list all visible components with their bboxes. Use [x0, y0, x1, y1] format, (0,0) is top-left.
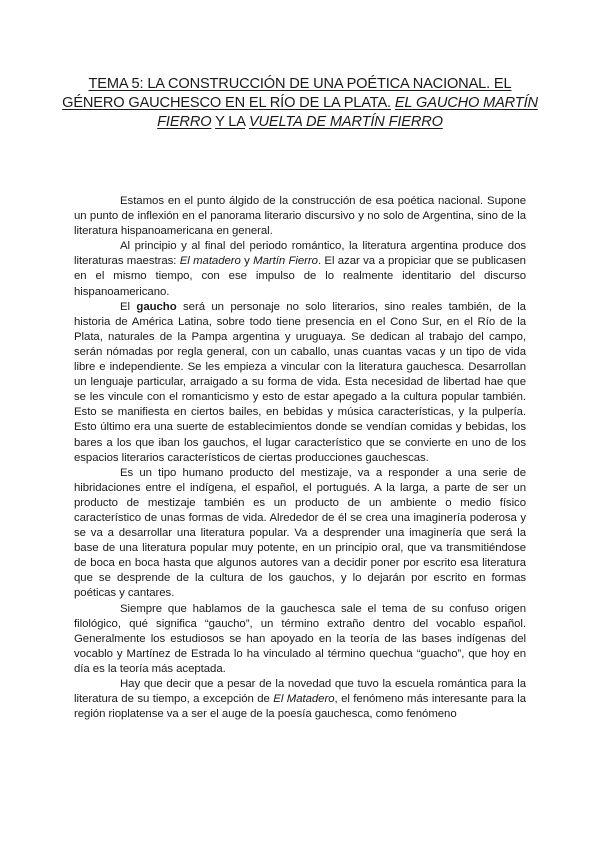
paragraph-2-text-b: . El azar va a propiciar que se publicasen en el mismo tiempo, con ese impulso de lo realmente identitario del discurso hispanoamericano. [74, 255, 526, 298]
title-connector: Y LA [215, 114, 246, 130]
paragraph-2 [74, 239, 526, 299]
paragraph-3-lead: El [120, 300, 131, 313]
paragraph-4: Es un tipo humano producto del mestizaje, va a responder a una serie de hibridaciones entre el indígena, el español, el portugués. A la larga, a parte de ser un producto de mestizaje también es un producto de un ambiente o medio físico característico de unas formas de vida. Alrededor de él se crea una imaginería poderosa y se va a desarrollar una literatura popular. Va a desprender una imaginería que será la base de una literatura popular muy potente, en un principio oral, que va transmitiéndose de boca en boca hasta que algunos autores van a decidir poner por escrito esa literatura que se desprende de la cultura de los gauchos, y lo dejarán por escrito en formas poéticas y cantares. [74, 466, 526, 600]
paragraph-3-text: será un personaje no solo literarios, sino reales también, de la historia de América Latina, sobre todo tiene presencia en el Cono Sur, en el Río de la Plata, naturales de la Pampa argentina y uruguaya. Se dedican al trabajo del campo, serán nómadas por regla general, con un caballo, unas cuantas vacas y un tipo de vida libre e independiente. Se les empieza a vincular con la literatura gauchesca. Desarrollan un lenguaje particular, arraigado a su forma de vida. Esta necesidad de libertad hae que se les vincule con el romanticismo y esto de estar apegado a la cultura popular también. Esto se manifiesta en ciertos bailes, en bebidas y música características, y la pulpería. Esto último era una suerte de establecimientos donde se vendían comidas y bebidas, los bares a los que iban los gauchos, el lugar característico que se convierte en uno de los espacios literarios característicos de ciertas producciones gauchescas. [74, 300, 526, 464]
work-title-el-matadero: El matadero [179, 255, 241, 268]
document-title [60, 75, 540, 132]
paragraph-6-text-b: , el fenómeno más interesante para la región rioplatense va a ser el auge de la poesía gauchesca, como fenómeno [74, 693, 526, 721]
paragraph-2-text-a: Al principio y al final del periodo romántico, la literatura argentina produce dos literaturas maestras: [74, 240, 526, 268]
title-italic-vuelta: VUELTA DE MARTÍN FIERRO [248, 114, 443, 130]
title-italic-gaucho: EL GAUCHO MARTÍN FIERRO [157, 95, 538, 130]
paragraph-6-text-a: Hay que decir que a pesar de la novedad que tuvo la escuela romántica para la literatura de su tiempo, a excepción de [74, 678, 526, 706]
paragraph-1: Estamos en el punto álgido de la construcción de esa poética nacional. Supone un punto de inflexión en el panorama literario discursivo y no solo de Argentina, sino de la literatura hispanoamericana en general. [74, 195, 526, 238]
paragraph-6 [74, 677, 526, 722]
paragraph-3 [74, 300, 526, 466]
title-main: TEMA 5: LA CONSTRUCCIÓN DE UNA POÉTICA NACIONAL. EL GÉNERO GAUCHESCO EN EL RÍO DE LA PLATA. [62, 76, 512, 111]
work-title-el-matadero-2: El Matadero [273, 693, 335, 706]
document-body [74, 194, 526, 722]
term-gaucho: gaucho [136, 300, 177, 313]
paragraph-5: Siempre que hablamos de la gauchesca sale el tema de su confuso origen filológico, qué significa “gaucho”, un término extraño dentro del vocablo español. Generalmente los estudiosos se han apoyado en la teoría de las bases indígenas del vocablo y Martínez de Estrada lo ha vinculado al término quechua “guacho”, que hoy en día es la teoría más aceptada. [74, 602, 526, 675]
work-title-martin-fierro: Martín Fierro [253, 255, 318, 268]
paragraph-2-conjunction: y [244, 255, 250, 268]
